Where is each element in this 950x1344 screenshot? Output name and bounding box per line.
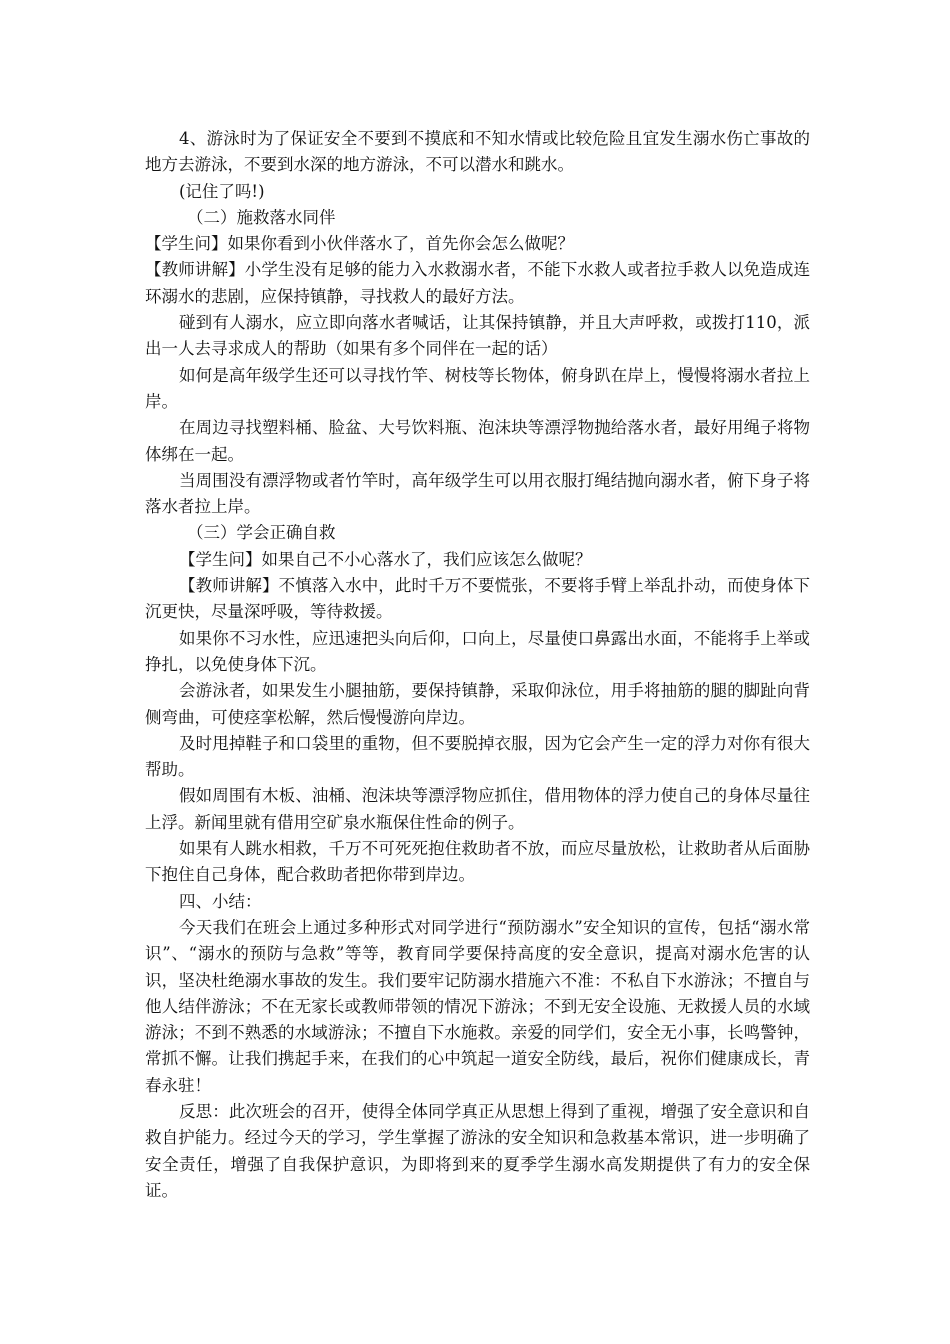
paragraph-shoes: 及时甩掉鞋子和口袋里的重物，但不要脱掉衣服，因为它会产生一定的浮力对你有很大帮助。 (145, 733, 810, 780)
paragraph-floating-objects: 假如周围有木板、油桶、泡沫块等漂浮物应抓住，借用物体的浮力使自己的身体尽量往上浮。新闻里就有借用空矿泉水瓶保住性命的例子。 (145, 786, 810, 832)
section-heading-rescue-companion: （二）施救落水同伴 (187, 207, 336, 227)
paragraph-student-question-2: 【学生问】如果自己不小心落水了，我们应该怎么做呢？ (179, 549, 592, 569)
paragraph-call-for-help: 碰到有人溺水，应立即向落水者喊话，让其保持镇静，并且大声呼救，或拨打110，派出一人去寻求成人的帮助（如果有多个同伴在一起的话） (145, 313, 810, 359)
paragraph-summary: 今天我们在班会上通过多种形式对同学进行“预防溺水”安全知识的宣传，包括“溺水常识”、“溺水的预防与急救”等等，教育同学要保持高度的安全意识，提高对溺水危害的认识，坚决杜绝溺水事故的发生。我们要牢记防溺水措施六不准：不私自下水游泳；不擅自与他人结伴游泳；不在无家长或教师带领的情况下游泳；不到无安全设施、无救援人员的水域游泳；不到不熟悉的水域游泳；不擅自下水施救。亲爱的同学们，安全无小事，长鸣警钟，常抓不懈。让我们携起手来，在我们的心中筑起一道安全防线，最后，祝你们健康成长，青春永驻！ (145, 917, 810, 1095)
paragraph-teacher-explanation-1: 【教师讲解】小学生没有足够的能力入水救溺水者，不能下水救人或者拉手救人以免造成连环溺水的悲剧，应保持镇静，寻找救人的最好方法。 (145, 260, 810, 306)
paragraph-cramp: 会游泳者，如果发生小腿抽筋，要保持镇静，采取仰泳位，用手将抽筋的腿的脚趾向背侧弯曲，可使痉挛松解，然后慢慢游向岸边。 (145, 681, 810, 727)
section-heading-summary: 四、小结： (179, 891, 262, 911)
paragraph-throw-floats: 在周边寻找塑料桶、脸盆、大号饮料瓶、泡沫块等漂浮物抛给落水者，最好用绳子将物体绑在一起。 (145, 418, 810, 464)
paragraph-non-swimmer: 如果你不习水性，应迅速把头向后仰，口向上，尽量使口鼻露出水面，不能将手上举或挣扎，以免使身体下沉。 (145, 628, 810, 674)
paragraph-rescuer: 如果有人跳水相救，千万不可死死抱住救助者不放，而应尽量放松，让救助者从后面胁下抱住自己身体，配合救助者把你带到岸边。 (145, 839, 810, 885)
paragraph-use-long-objects: 如何是高年级学生还可以寻找竹竿、树枝等长物体，俯身趴在岸上，慢慢将溺水者拉上岸。 (145, 365, 810, 411)
paragraph-student-question-1: 【学生问】如果你看到小伙伴落水了，首先你会怎么做呢？ (145, 234, 574, 254)
paragraph-reminder: (记住了吗!) (179, 181, 265, 201)
paragraph-reflection: 反思：此次班会的召开，使得全体同学真正从思想上得到了重视，增强了安全意识和自救自护能力。经过今天的学习，学生掌握了游泳的安全知识和急救基本常识，进一步明确了安全责任，增强了自我保护意识，为即将到来的夏季学生溺水高发期提供了有力的安全保证。 (145, 1101, 810, 1200)
paragraph-safety-rule-4: 4、游泳时为了保证安全不要到不摸底和不知水情或比较危险且宜发生溺水伤亡事故的地方去游泳，不要到水深的地方游泳，不可以潜水和跳水。 (145, 129, 810, 175)
paragraph-teacher-explanation-2: 【教师讲解】不慎落入水中，此时千万不要慌张，不要将手臂上举乱扑动，而使身体下沉更快，尽量深呼吸，等待救援。 (145, 576, 810, 622)
paragraph-clothes-rope: 当周围没有漂浮物或者竹竿时，高年级学生可以用衣服打绳结抛向溺水者，俯下身子将落水者拉上岸。 (145, 470, 810, 517)
section-heading-self-rescue: （三）学会正确自救 (187, 523, 336, 543)
document-body (145, 126, 810, 1204)
